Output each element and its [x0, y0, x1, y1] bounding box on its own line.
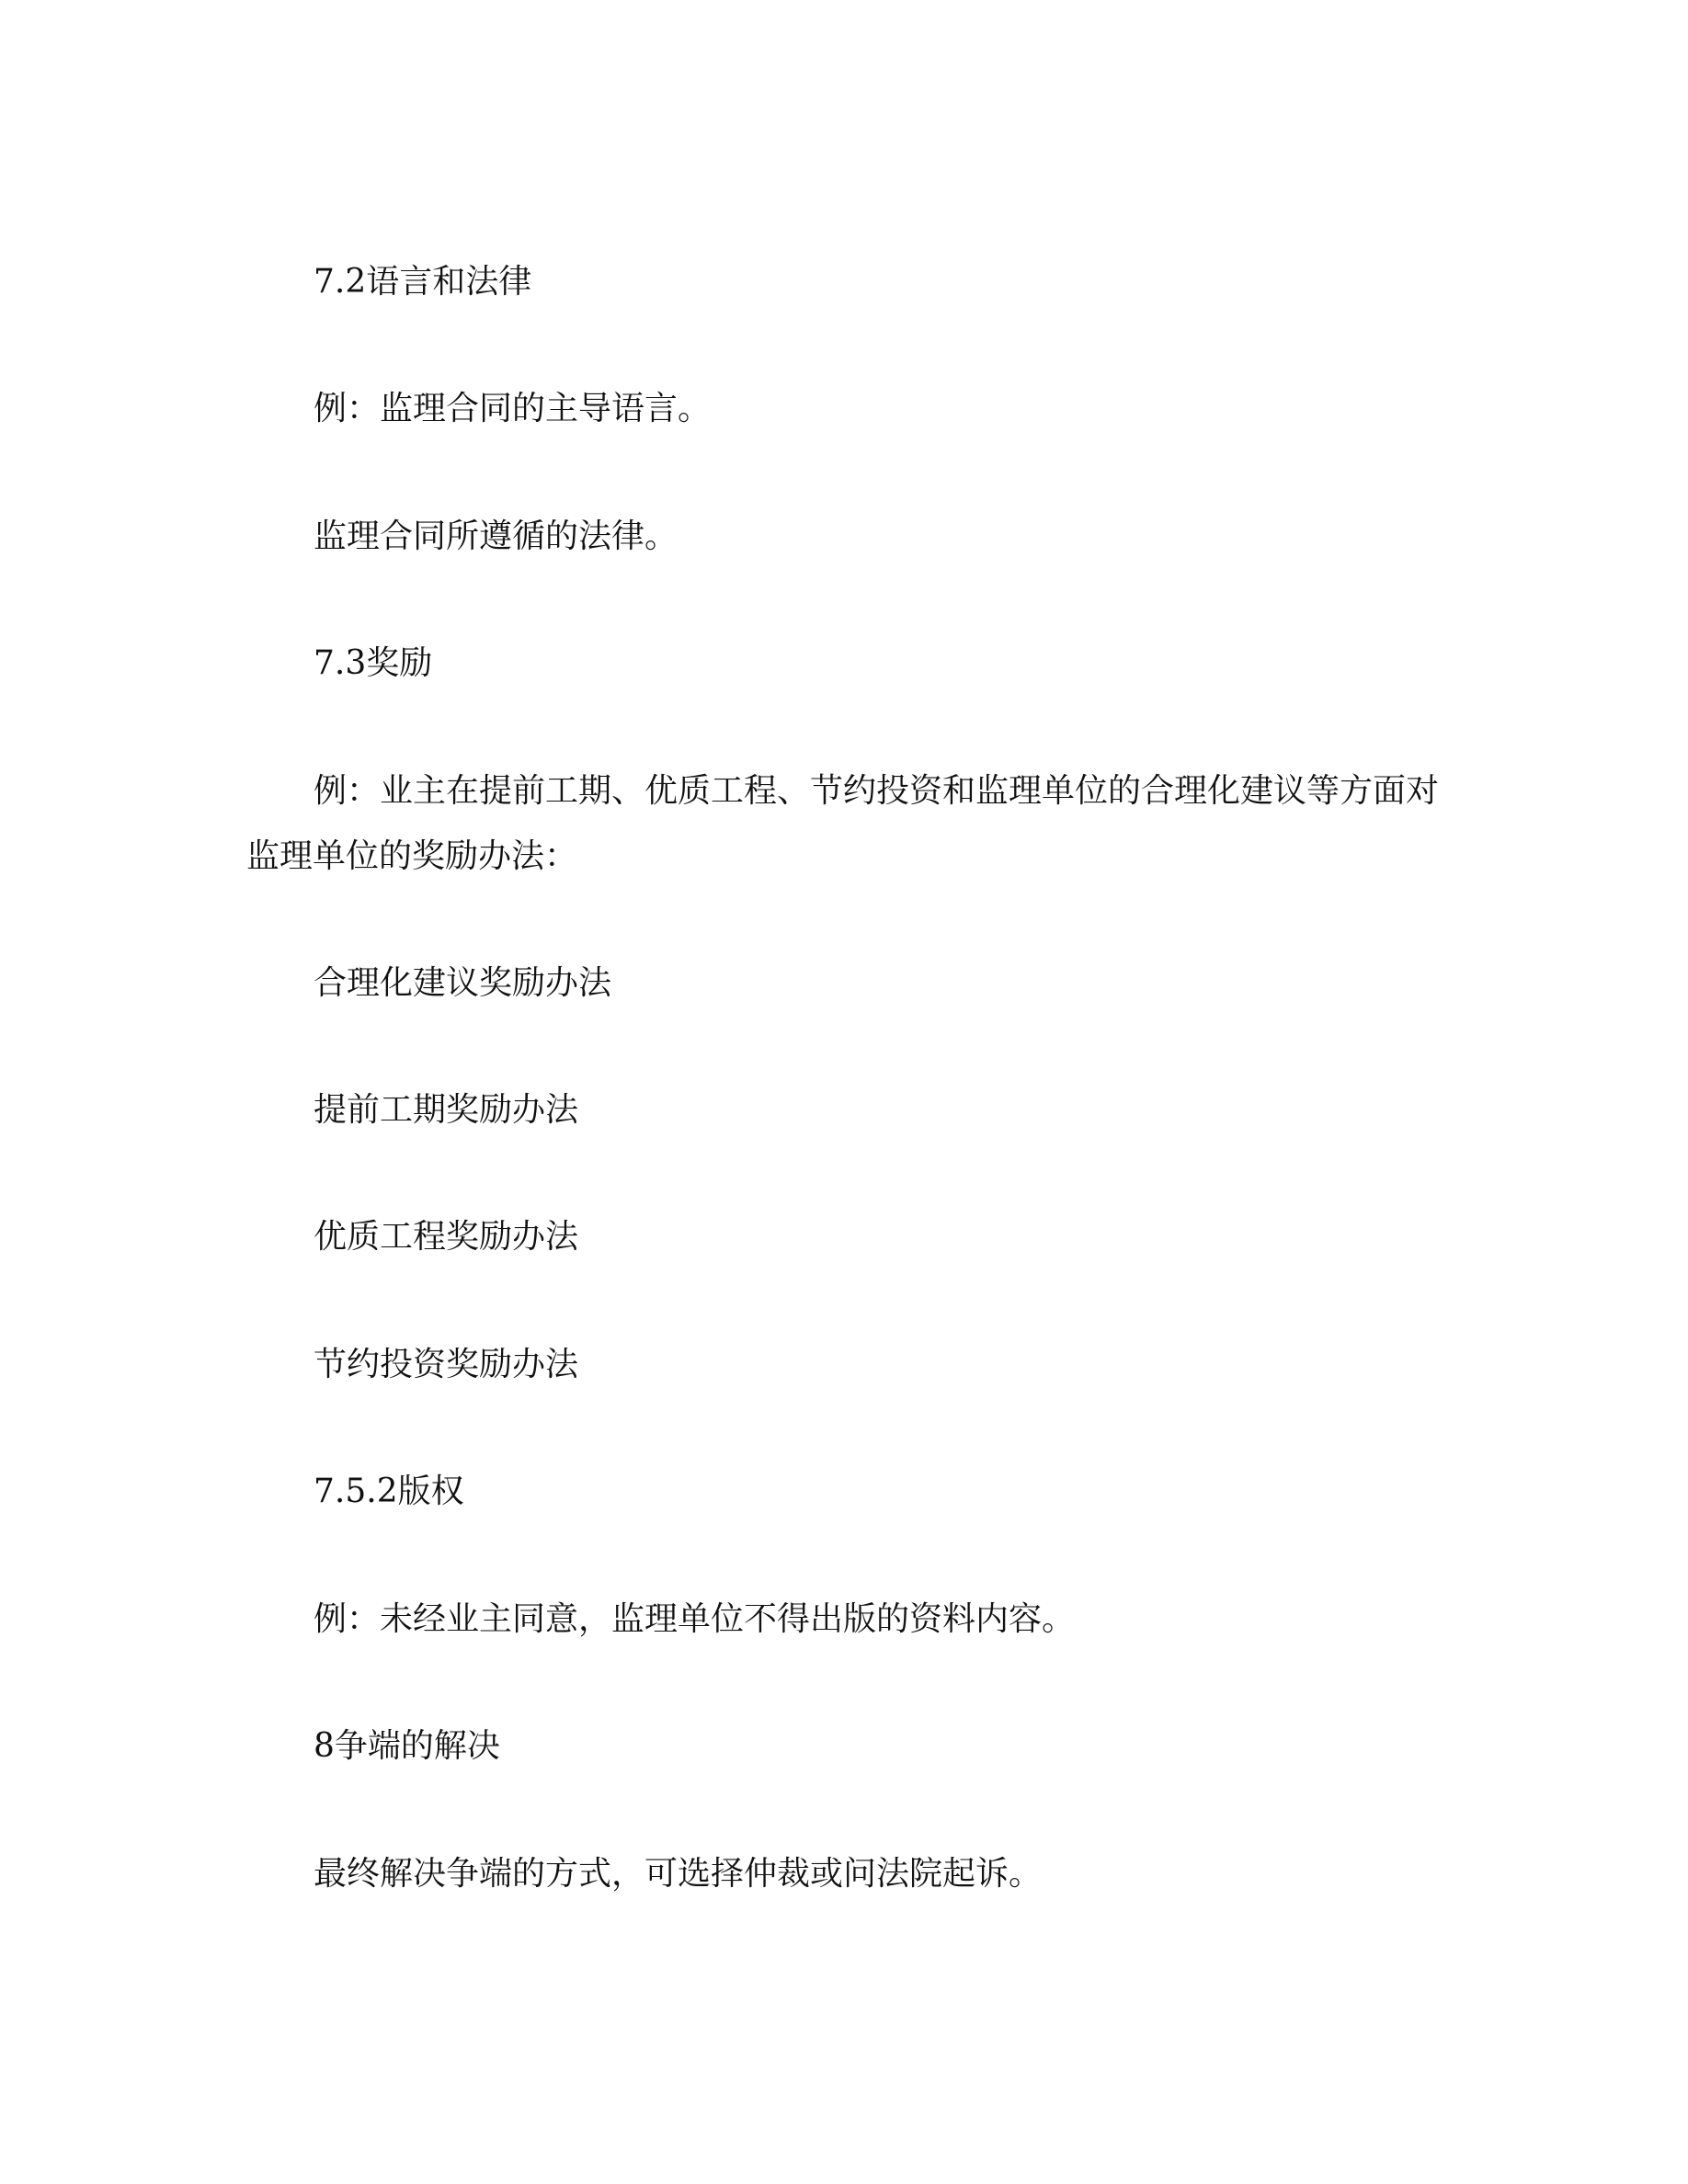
list-item-early-completion-reward: 提前工期奖励办法: [314, 1091, 579, 1129]
paragraph-rewards-example-line1: 例：业主在提前工期、优质工程、节约投资和监理单位的合理化建议等方面对: [314, 772, 1440, 810]
section-heading-copyright: 7.5.2版权: [314, 1473, 464, 1510]
section-heading-rewards: 7.3奖励: [314, 644, 433, 682]
list-item-quality-reward: 优质工程奖励办法: [314, 1218, 579, 1256]
section-heading-language-law: 7.2语言和法律: [314, 263, 532, 301]
list-item-investment-saving-reward: 节约投资奖励办法: [314, 1346, 579, 1383]
paragraph-rewards-example-line2: 监理单位的奖励办法：: [246, 837, 578, 875]
paragraph-governing-law: 监理合同所遵循的法律。: [314, 518, 679, 555]
paragraph-dispute-resolution: 最终解决争端的方式，可选择仲裁或问法院起诉。: [314, 1855, 1043, 1893]
list-item-rationalization-reward: 合理化建议奖励办法: [314, 964, 612, 1002]
paragraph-copyright-example: 例：未经业主同意，监理单位不得出版的资料内容。: [314, 1600, 1076, 1638]
section-heading-dispute-resolution: 8争端的解决: [314, 1727, 500, 1765]
paragraph-example-language: 例：监理合同的主导语言。: [314, 390, 712, 427]
